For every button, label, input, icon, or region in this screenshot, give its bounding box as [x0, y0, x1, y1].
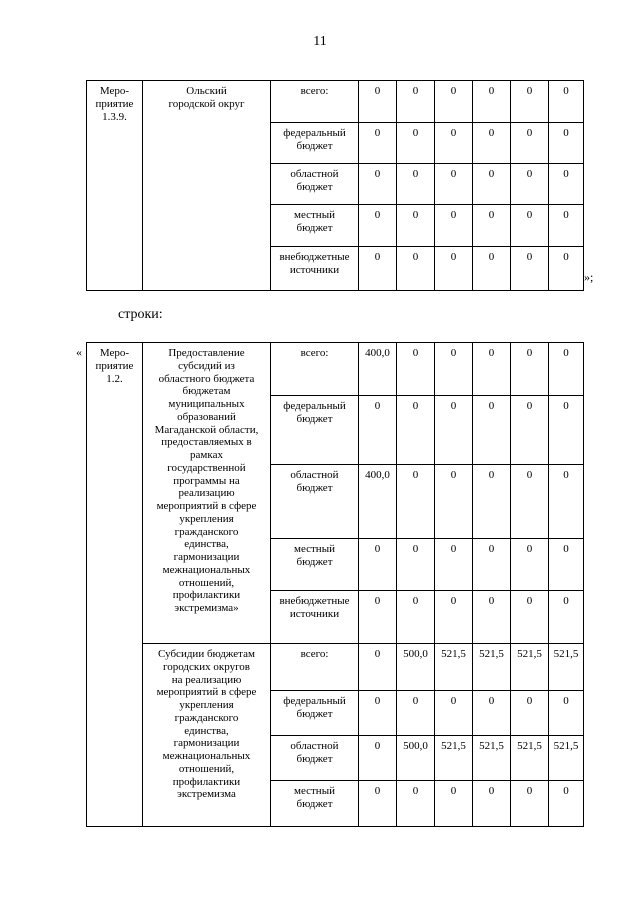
- value-cell: 521,5: [511, 644, 549, 691]
- value-cell: 0: [511, 123, 549, 164]
- value-cell: 0: [397, 691, 435, 736]
- funding-source-cell: областной бюджет: [271, 736, 359, 781]
- value-cell: 0: [397, 343, 435, 396]
- value-cell: 521,5: [473, 644, 511, 691]
- value-cell: 0: [359, 691, 397, 736]
- funding-source-cell: всего:: [271, 644, 359, 691]
- value-cell: 0: [397, 81, 435, 123]
- value-cell: 0: [549, 781, 584, 827]
- value-cell: 0: [397, 781, 435, 827]
- value-cell: 0: [473, 81, 511, 123]
- value-cell: 0: [473, 781, 511, 827]
- executor-cell: Ольский городской округ: [143, 81, 271, 291]
- value-cell: 0: [435, 781, 473, 827]
- value-cell: 521,5: [435, 736, 473, 781]
- value-cell: 521,5: [549, 736, 584, 781]
- value-cell: 0: [473, 247, 511, 291]
- closing-quote: »;: [584, 270, 594, 284]
- value-cell: 0: [435, 164, 473, 205]
- table-row: [87, 343, 584, 396]
- funding-source-cell: областной бюджет: [271, 465, 359, 539]
- funding-source-cell: всего:: [271, 343, 359, 396]
- table-row: [87, 81, 584, 123]
- value-cell: 0: [511, 343, 549, 396]
- measure-description-cell: Предоставление субсидий из областного бюджета бюджетам муниципальных образований Магаданской области, предоставляемых в рамках государственной программы на реализацию мероприятий в сфере укрепления гражданского единства, гармонизации межнациональных отношений, профилактики экстремизма»: [143, 343, 271, 644]
- value-cell: 0: [549, 465, 584, 539]
- value-cell: 0: [473, 343, 511, 396]
- value-cell: 0: [435, 691, 473, 736]
- value-cell: 0: [397, 539, 435, 591]
- value-cell: 0: [435, 123, 473, 164]
- value-cell: 0: [549, 691, 584, 736]
- value-cell: 0: [435, 247, 473, 291]
- funding-source-cell: федеральный бюджет: [271, 691, 359, 736]
- value-cell: 521,5: [435, 644, 473, 691]
- value-cell: 0: [359, 591, 397, 644]
- section-heading: строки:: [118, 307, 163, 322]
- value-cell: 521,5: [473, 736, 511, 781]
- budget-table-measure-1-3-9: [86, 80, 584, 291]
- value-cell: 521,5: [511, 736, 549, 781]
- value-cell: 0: [549, 539, 584, 591]
- value-cell: 0: [549, 123, 584, 164]
- value-cell: 500,0: [397, 644, 435, 691]
- value-cell: 400,0: [359, 465, 397, 539]
- value-cell: 0: [435, 465, 473, 539]
- funding-source-cell: областной бюджет: [271, 164, 359, 205]
- value-cell: 0: [473, 591, 511, 644]
- value-cell: 0: [359, 205, 397, 247]
- value-cell: 0: [435, 205, 473, 247]
- value-cell: 0: [549, 343, 584, 396]
- value-cell: 0: [397, 123, 435, 164]
- value-cell: 0: [435, 81, 473, 123]
- value-cell: 0: [473, 691, 511, 736]
- value-cell: 500,0: [397, 736, 435, 781]
- value-cell: 0: [435, 539, 473, 591]
- value-cell: 0: [397, 205, 435, 247]
- value-cell: 0: [397, 465, 435, 539]
- value-cell: 0: [473, 396, 511, 465]
- value-cell: 0: [511, 247, 549, 291]
- value-cell: 0: [511, 465, 549, 539]
- value-cell: 0: [549, 164, 584, 205]
- value-cell: 0: [359, 736, 397, 781]
- funding-source-cell: федеральный бюджет: [271, 396, 359, 465]
- funding-source-cell: местный бюджет: [271, 781, 359, 827]
- value-cell: 0: [473, 539, 511, 591]
- value-cell: 0: [359, 164, 397, 205]
- funding-source-cell: внебюджетные источники: [271, 247, 359, 291]
- value-cell: 0: [359, 781, 397, 827]
- opening-quote: «: [76, 345, 82, 359]
- funding-source-cell: федеральный бюджет: [271, 123, 359, 164]
- value-cell: 0: [511, 539, 549, 591]
- value-cell: 0: [473, 123, 511, 164]
- value-cell: 0: [435, 343, 473, 396]
- value-cell: 0: [473, 465, 511, 539]
- value-cell: 0: [359, 123, 397, 164]
- value-cell: 400,0: [359, 343, 397, 396]
- funding-source-cell: внебюджетные источники: [271, 591, 359, 644]
- funding-source-cell: местный бюджет: [271, 205, 359, 247]
- value-cell: 0: [549, 396, 584, 465]
- value-cell: 0: [359, 396, 397, 465]
- funding-source-cell: всего:: [271, 81, 359, 123]
- value-cell: 0: [473, 164, 511, 205]
- value-cell: 0: [549, 591, 584, 644]
- value-cell: 521,5: [549, 644, 584, 691]
- value-cell: 0: [397, 396, 435, 465]
- value-cell: 0: [397, 247, 435, 291]
- value-cell: 0: [397, 591, 435, 644]
- budget-table-measure-1-2: [86, 342, 584, 827]
- value-cell: 0: [359, 644, 397, 691]
- value-cell: 0: [435, 591, 473, 644]
- value-cell: 0: [511, 591, 549, 644]
- measure-number-cell: Меро- приятие 1.2.: [87, 343, 143, 827]
- value-cell: 0: [549, 205, 584, 247]
- value-cell: 0: [359, 81, 397, 123]
- value-cell: 0: [549, 81, 584, 123]
- value-cell: 0: [359, 539, 397, 591]
- value-cell: 0: [549, 247, 584, 291]
- value-cell: 0: [397, 164, 435, 205]
- value-cell: 0: [511, 205, 549, 247]
- table-row: [87, 644, 584, 691]
- subsidy-description-cell: Субсидии бюджетам городских округов на реализацию мероприятий в сфере укрепления гражданского единства, гармонизации межнациональных отношений, профилактики экстремизма: [143, 644, 271, 827]
- measure-number-cell: Меро- приятие 1.3.9.: [87, 81, 143, 291]
- value-cell: 0: [511, 781, 549, 827]
- value-cell: 0: [473, 205, 511, 247]
- value-cell: 0: [359, 247, 397, 291]
- value-cell: 0: [511, 164, 549, 205]
- value-cell: 0: [511, 691, 549, 736]
- funding-source-cell: местный бюджет: [271, 539, 359, 591]
- value-cell: 0: [511, 81, 549, 123]
- page-number: 11: [313, 34, 327, 49]
- value-cell: 0: [511, 396, 549, 465]
- value-cell: 0: [435, 396, 473, 465]
